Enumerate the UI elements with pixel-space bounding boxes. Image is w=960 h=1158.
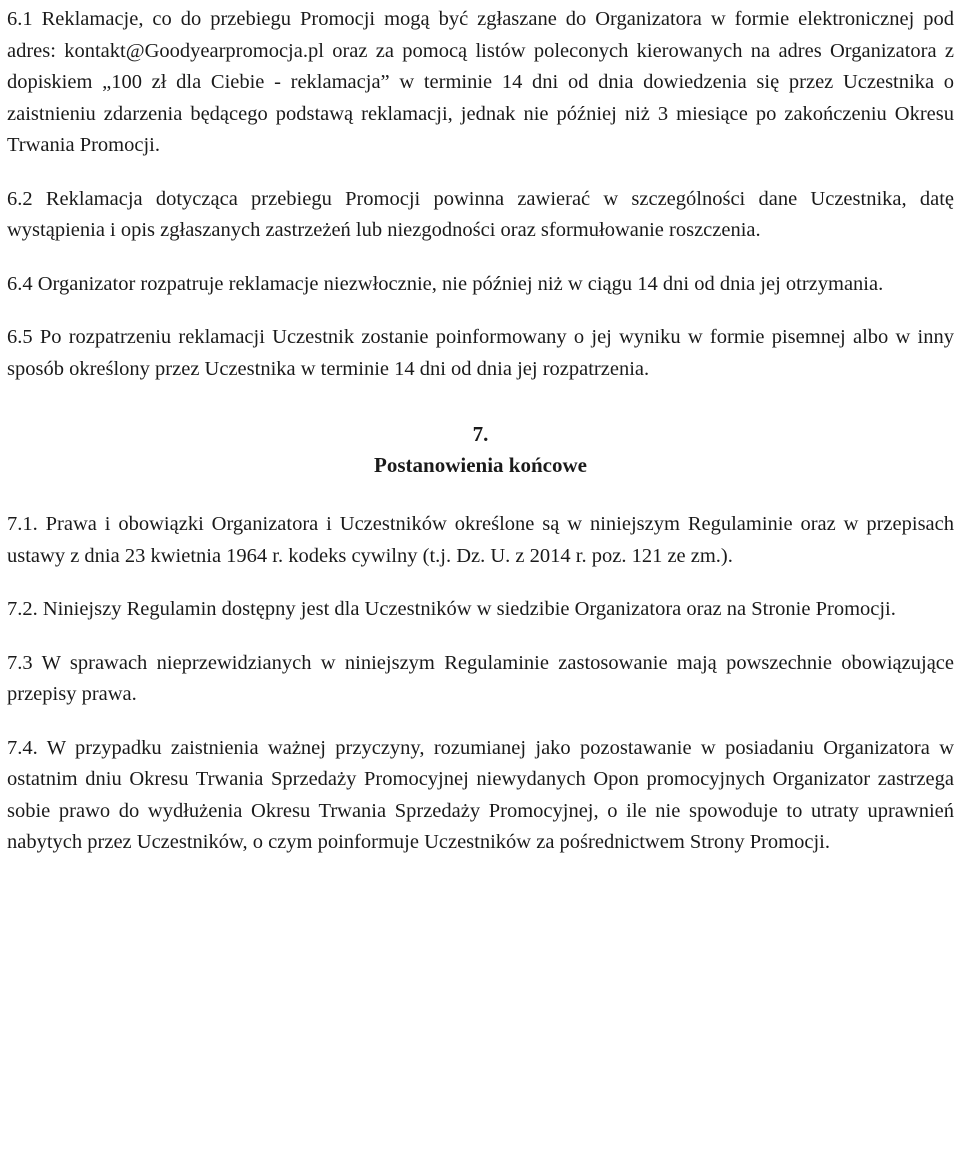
section-title: Postanowienia końcowe [374,453,587,477]
section-heading [7,419,954,481]
paragraph-7-3: 7.3 W sprawach nieprzewidzianych w niniejszym Regulaminie zastosowanie mają powszechnie obowiązujące przepisy prawa. [7,651,954,705]
paragraph-6-5: 6.5 Po rozpatrzeniu reklamacji Uczestnik zostanie poinformowany o jej wyniku w formie pisemnej albo w inny sposób określony przez Uczestnika w terminie 14 dni od dnia jej rozpatrzenia. [7,326,954,380]
paragraph-6-2: 6.2 Reklamacja dotycząca przebiegu Promocji powinna zawierać w szczególności dane Uczestnika, datę wystąpienia i opis zgłaszanych zastrzeżeń lub niezgodności oraz sformułowanie roszczenia. [7,187,954,241]
paragraph-6-4: 6.4 Organizator rozpatruje reklamacje niezwłocznie, nie później niż w ciągu 14 dni od dnia jej otrzymania. [7,272,884,295]
paragraph-7-2: 7.2. Niniejszy Regulamin dostępny jest dla Uczestników w siedzibie Organizatora oraz na Stronie Promocji. [7,598,896,620]
paragraph-7-1: 7.1. Prawa i obowiązki Organizatora i Uczestników określone są w niniejszym Regulaminie oraz w przepisach ustawy z dnia 23 kwietnia 1964 r. kodeks cywilny (t.j. Dz. U. z 2014 r. poz. 121 ze zm.). [7,513,954,567]
paragraph-6-1: 6.1 Reklamacje, co do przebiegu Promocji mogą być zgłaszane do Organizatora w formie elektronicznej pod adres: kontakt@Goodyearpromocja.pl oraz za pomocą listów poleconych kierowanych na adres Organizatora z dopiskiem „100 zł dla Ciebie - reklamacja” w terminie 14 dni od dnia dowiedzenia się przez Uczestnika o zaistnieniu zdarzenia będącego podstawą reklamacji, jednak nie później niż 3 miesiące po zakończeniu Okresu Trwania Promocji. [7,8,954,156]
section-number: 7. [472,422,489,446]
paragraph-7-4: 7.4. W przypadku zaistnienia ważnej przyczyny, rozumianej jako pozostawanie w posiadaniu Organizatora w ostatnim dniu Okresu Trwania Sprzedaży Promocyjnej niewydanych Opon promocyjnych Organizator zastrzega sobie prawo do wydłużenia Okresu Trwania Sprzedaży Promocyjnej, o ile nie spowoduje to utraty uprawnień nabytych przez Uczestników, o czym poinformuje Uczestników za pośrednictwem Strony Promocji. [7,736,954,853]
